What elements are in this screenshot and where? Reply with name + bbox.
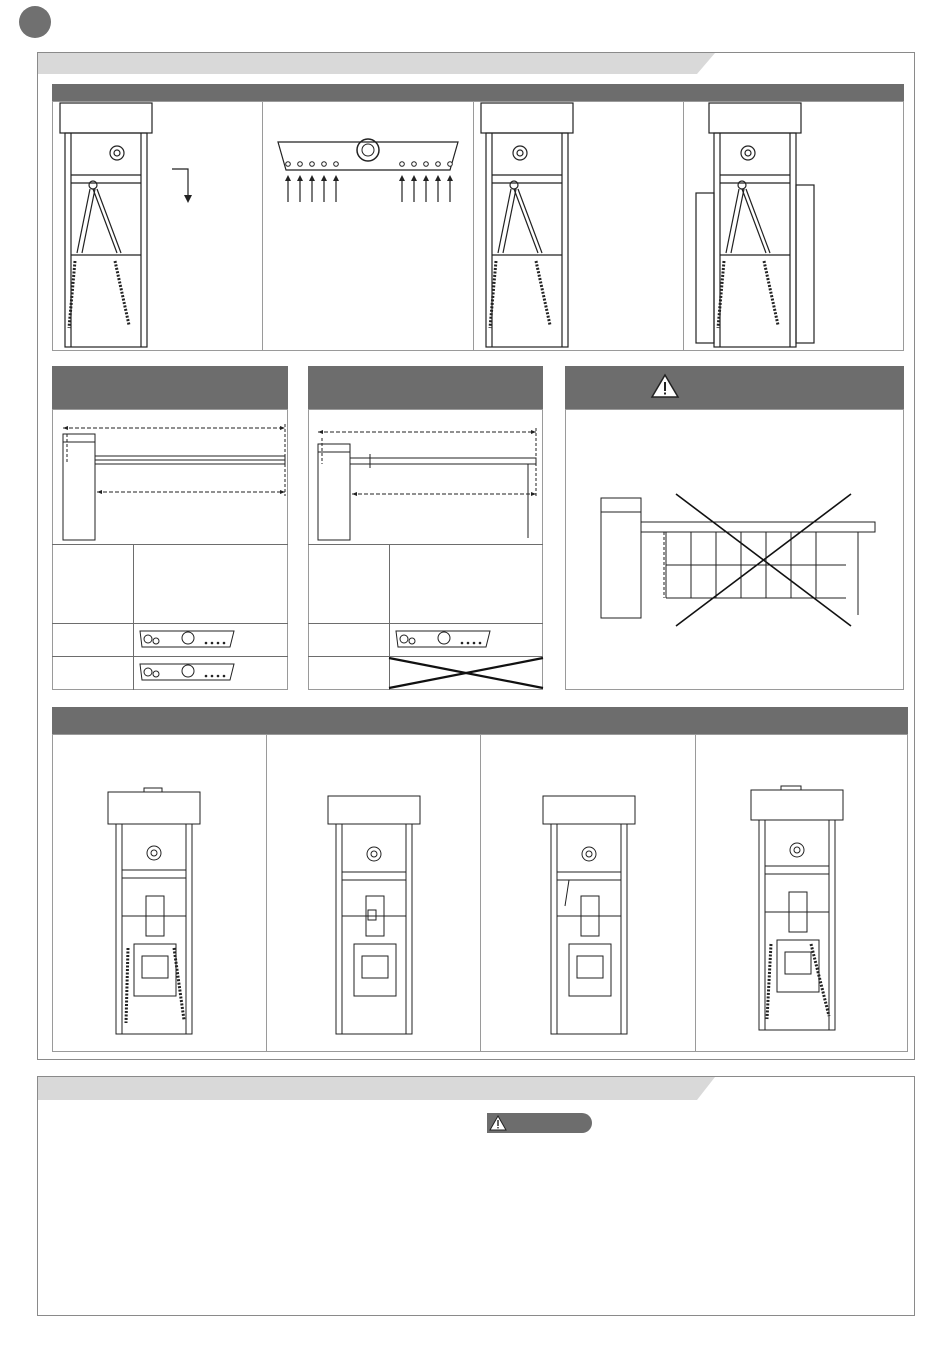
steps-header-bar	[52, 84, 904, 101]
arm-panel-b-header	[308, 366, 543, 409]
section-three	[37, 1076, 915, 1316]
bracket-option-a-1	[136, 627, 236, 653]
arm-panel-b-row-line-1	[308, 544, 543, 545]
not-allowed-cross-icon	[389, 656, 543, 690]
arm-panel-warning-header	[565, 366, 904, 409]
arm-panel-a-row-line-3	[52, 656, 288, 657]
arm-panel-a-header	[52, 366, 288, 409]
barrier-internal-variant-3-illustration	[541, 792, 641, 1042]
barrier-internal-variant-4-illustration	[749, 784, 849, 1034]
section-one-tab	[0, 0, 950, 80]
barrier-with-arm-illustration-b	[310, 414, 546, 544]
arm-panel-a-col-line	[133, 544, 134, 690]
barrier-internal-variant-2-illustration	[326, 792, 426, 1042]
arrow-down-icon	[170, 165, 200, 205]
arm-panel-a-row-line-1	[52, 544, 288, 545]
steps-divider-2	[473, 101, 474, 351]
barrier-with-skirt-not-allowed-illustration	[596, 490, 896, 630]
arm-panel-b-row-line-2	[308, 623, 543, 624]
variants-divider-1	[266, 734, 267, 1052]
bracket-option-b-1	[392, 627, 492, 653]
steps-divider-3	[683, 101, 684, 351]
barrier-cabinet-illustration-step-3	[476, 103, 586, 348]
variants-header-bar	[52, 707, 908, 734]
mounting-plate-with-holes-illustration	[268, 132, 468, 222]
barrier-internal-variant-1-illustration	[106, 788, 206, 1038]
bracket-option-a-2	[136, 660, 236, 686]
variants-divider-3	[695, 734, 696, 1052]
variants-divider-2	[480, 734, 481, 1052]
section-three-tab	[0, 1070, 950, 1110]
steps-divider-1	[262, 101, 263, 351]
warning-icon	[489, 1115, 507, 1131]
arm-panel-a-row-line-2	[52, 623, 288, 624]
barrier-cabinet-illustration-step-4	[692, 103, 822, 348]
warning-icon	[650, 373, 680, 399]
barrier-cabinet-illustration-step-1	[55, 103, 165, 348]
barrier-with-arm-illustration-a	[55, 414, 291, 544]
